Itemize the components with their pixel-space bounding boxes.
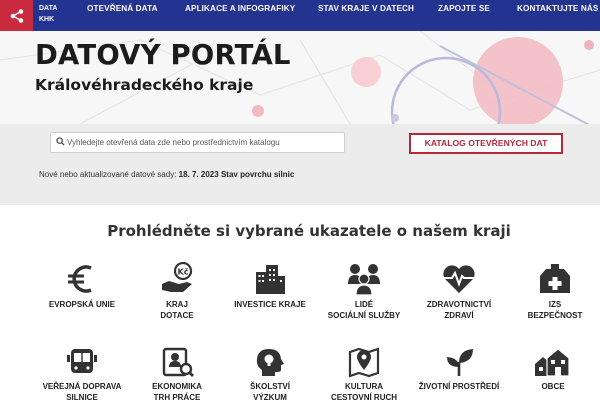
hero-banner xyxy=(0,31,600,124)
tile-label: INVESTICE KRAJE xyxy=(234,300,306,309)
nav-region-state[interactable]: STAV KRAJE V DATECH xyxy=(318,4,415,13)
nav-contact[interactable]: KONTAKTUJTE NÁS xyxy=(517,4,599,13)
nav-get-involved[interactable]: ZAPOJTE SE xyxy=(438,4,490,13)
page-title: DATOVÝ PORTÁL xyxy=(35,39,291,71)
bus-icon xyxy=(64,346,100,378)
tile-region-grants[interactable] xyxy=(129,262,225,321)
search-icon xyxy=(56,137,65,146)
updates-date: 18. 7. 2023 xyxy=(178,170,219,179)
tile-label: VEŘEJNÁ DOPRAVA SILNICE xyxy=(42,382,122,400)
tile-label: ZDRAVOTNICTVÍ ZDRAVÍ xyxy=(426,300,492,320)
tile-education[interactable] xyxy=(222,346,318,400)
tile-label: KULTURA CESTOVNÍ RUCH xyxy=(330,382,398,400)
tile-label: EKONOMIKA TRH PRÁCE xyxy=(152,382,202,400)
tile-label: KRAJ DOTACE xyxy=(160,300,194,320)
logo-line-2: KHK xyxy=(39,16,55,23)
tile-eu[interactable] xyxy=(34,262,130,310)
tile-economy[interactable] xyxy=(129,346,225,400)
map-pin-icon xyxy=(346,346,382,378)
tile-label: IZS BEZPEČNOST xyxy=(527,300,583,320)
tile-label: ŽIVOTNÍ PROSTŘEDÍ xyxy=(418,382,500,391)
top-navigation xyxy=(0,0,600,31)
people-icon xyxy=(345,262,383,296)
indicators-title: Prohlédněte si vybrané ukazatele o našem kraji xyxy=(107,222,511,240)
tile-environment[interactable] xyxy=(411,346,507,392)
updates-dataset-link[interactable]: Stav povrchu silnic xyxy=(220,170,295,179)
updates-prefix: Nové nebo aktualizované datové sady: xyxy=(39,170,177,179)
tile-label: EVROPSKÁ UNIE xyxy=(48,300,116,309)
tile-health[interactable] xyxy=(411,262,507,321)
tile-transport[interactable] xyxy=(34,346,130,400)
head-bulb-icon xyxy=(252,346,288,378)
houses-icon xyxy=(533,346,573,378)
search-placeholder: Vyhledejte otevřená data zde nebo prostřednictvím katalogu xyxy=(67,138,280,147)
buildings-icon xyxy=(252,262,288,296)
tile-municipalities[interactable] xyxy=(505,346,600,392)
share-logo-icon[interactable] xyxy=(0,0,33,31)
tile-investments[interactable] xyxy=(222,262,318,310)
ambulance-icon xyxy=(536,262,574,296)
tile-label: OBCE xyxy=(541,382,565,391)
svg-text:Kč: Kč xyxy=(177,267,189,277)
tile-culture[interactable] xyxy=(316,346,412,400)
tile-rescue[interactable] xyxy=(507,262,600,321)
euro-icon xyxy=(64,262,100,296)
updates-line xyxy=(39,170,294,179)
logo-line-1: DATA xyxy=(39,5,58,12)
job-search-icon xyxy=(159,346,195,378)
page-subtitle: Královéhradeckého kraje xyxy=(35,76,254,94)
logo-text[interactable] xyxy=(39,3,57,25)
nav-apps-infographics[interactable]: APLIKACE A INFOGRAFIKY xyxy=(185,4,296,13)
catalog-button[interactable]: KATALOG OTEVŘENÝCH DAT xyxy=(409,133,563,154)
search-input[interactable] xyxy=(50,132,345,153)
tile-label: ŠKOLSTVÍ VÝZKUM xyxy=(249,382,290,400)
heart-pulse-icon xyxy=(440,262,478,296)
tile-label: LIDÉ SOCIÁLNÍ SLUŽBY xyxy=(327,300,401,320)
nav-open-data[interactable]: OTEVŘENÁ DATA xyxy=(87,4,158,13)
plant-icon xyxy=(441,346,477,378)
hand-coin-icon xyxy=(159,262,195,296)
tile-people[interactable] xyxy=(316,262,412,321)
